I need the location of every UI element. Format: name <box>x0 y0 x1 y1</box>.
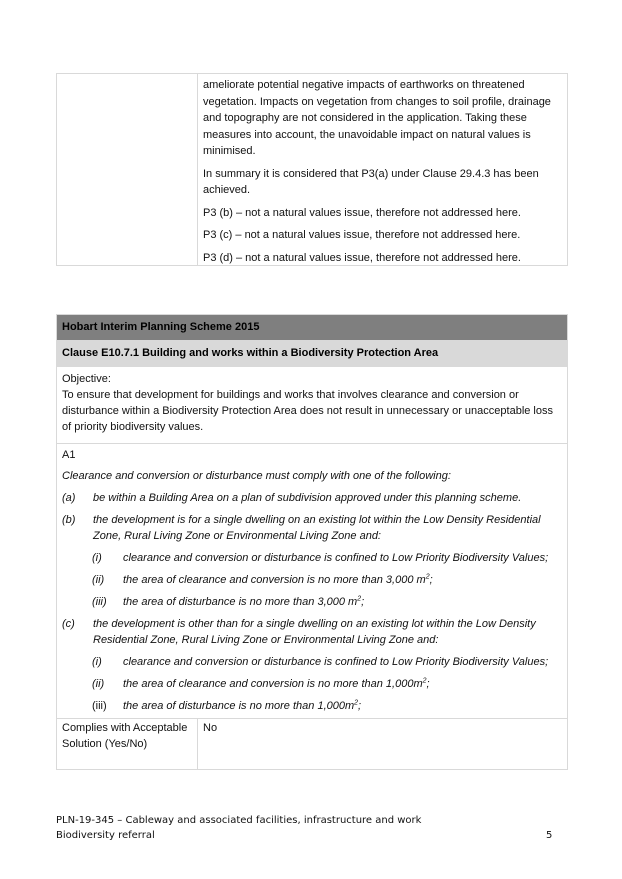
list-item: (a) be within a Building Area on a plan of subdivision approved under this planning scheme. <box>62 492 522 504</box>
sub-list-item: (iii) the area of disturbance is no more than $1,000m^2$; <box>92 699 362 712</box>
page-number: 5 <box>546 830 553 841</box>
list-item: (c) the development is other than for a single dwelling on an existing lot within the Low Density Residential Zone, Rural Living Zone or Environmental Living Zone and: <box>62 618 536 646</box>
objective-cell <box>57 366 567 443</box>
clause-table <box>56 314 568 770</box>
objective-label: Objective: <box>62 373 111 385</box>
objective-text: To ensure that development for buildings and works that involves clearance and conversion or disturbance within a Biodiversity Protection Area does not result in unnecessary or unacceptable loss of priority biodiversity values. <box>62 389 553 433</box>
sub-list-item: (iii) the area of disturbance is no more than 3,000 $m^2$; <box>92 595 365 608</box>
complies-label: Complies with Acceptable Solution (Yes/No) <box>57 719 198 769</box>
footer-document-type: Biodiversity referral <box>56 830 155 841</box>
paragraph: ameliorate potential negative impacts of earthworks on threatened vegetation. Impacts on vegetation from changes to soil profile, drainage and topography are not considered in the application. Taking these measures into account, the unavoidable impact on natural values is minimised. <box>203 79 551 157</box>
scheme-title: Hobart Interim Planning Scheme 2015 <box>57 315 567 340</box>
sub-list-item: (i) clearance and conversion or disturbance is confined to Low Priority Biodiversity Values; <box>92 656 549 668</box>
table-left-column <box>57 74 198 265</box>
assessment-table-continued <box>56 73 568 266</box>
sub-list-item: (i) clearance and conversion or disturbance is confined to Low Priority Biodiversity Values; <box>92 552 549 564</box>
sub-list-item: (ii) the area of clearance and conversion is no more than 3,000 $m^2$; <box>92 573 433 586</box>
paragraph: In summary it is considered that P3(a) under Clause 29.4.3 has been achieved. <box>203 167 539 196</box>
a1-intro: Clearance and conversion or disturbance must comply with one of the following: <box>62 470 451 482</box>
clause-title: Clause E10.7.1 Building and works within a Biodiversity Protection Area <box>57 340 567 366</box>
paragraph: P3 (b) – not a natural values issue, therefore not addressed here. <box>203 206 521 219</box>
acceptable-solution-cell <box>57 443 567 718</box>
complies-value: No <box>203 722 218 734</box>
list-item: (b) the development is for a single dwelling on an existing lot within the Low Density Residential Zone, Rural Living Zone or Environmental Living Zone and: <box>62 514 541 542</box>
table-right-column <box>198 74 567 265</box>
paragraph: P3 (c) – not a natural values issue, therefore not addressed here. <box>203 229 521 241</box>
sub-list-item: (ii) the area of clearance and conversion is no more than $1,000m^2$; <box>92 677 430 690</box>
paragraph: P3 (d) – not a natural values issue, therefore not addressed here. <box>203 251 521 264</box>
a1-label: A1 <box>62 449 76 461</box>
footer-document-title: PLN-19-345 – Cableway and associated facilities, infrastructure and work <box>56 815 422 826</box>
compliance-row <box>57 718 567 769</box>
